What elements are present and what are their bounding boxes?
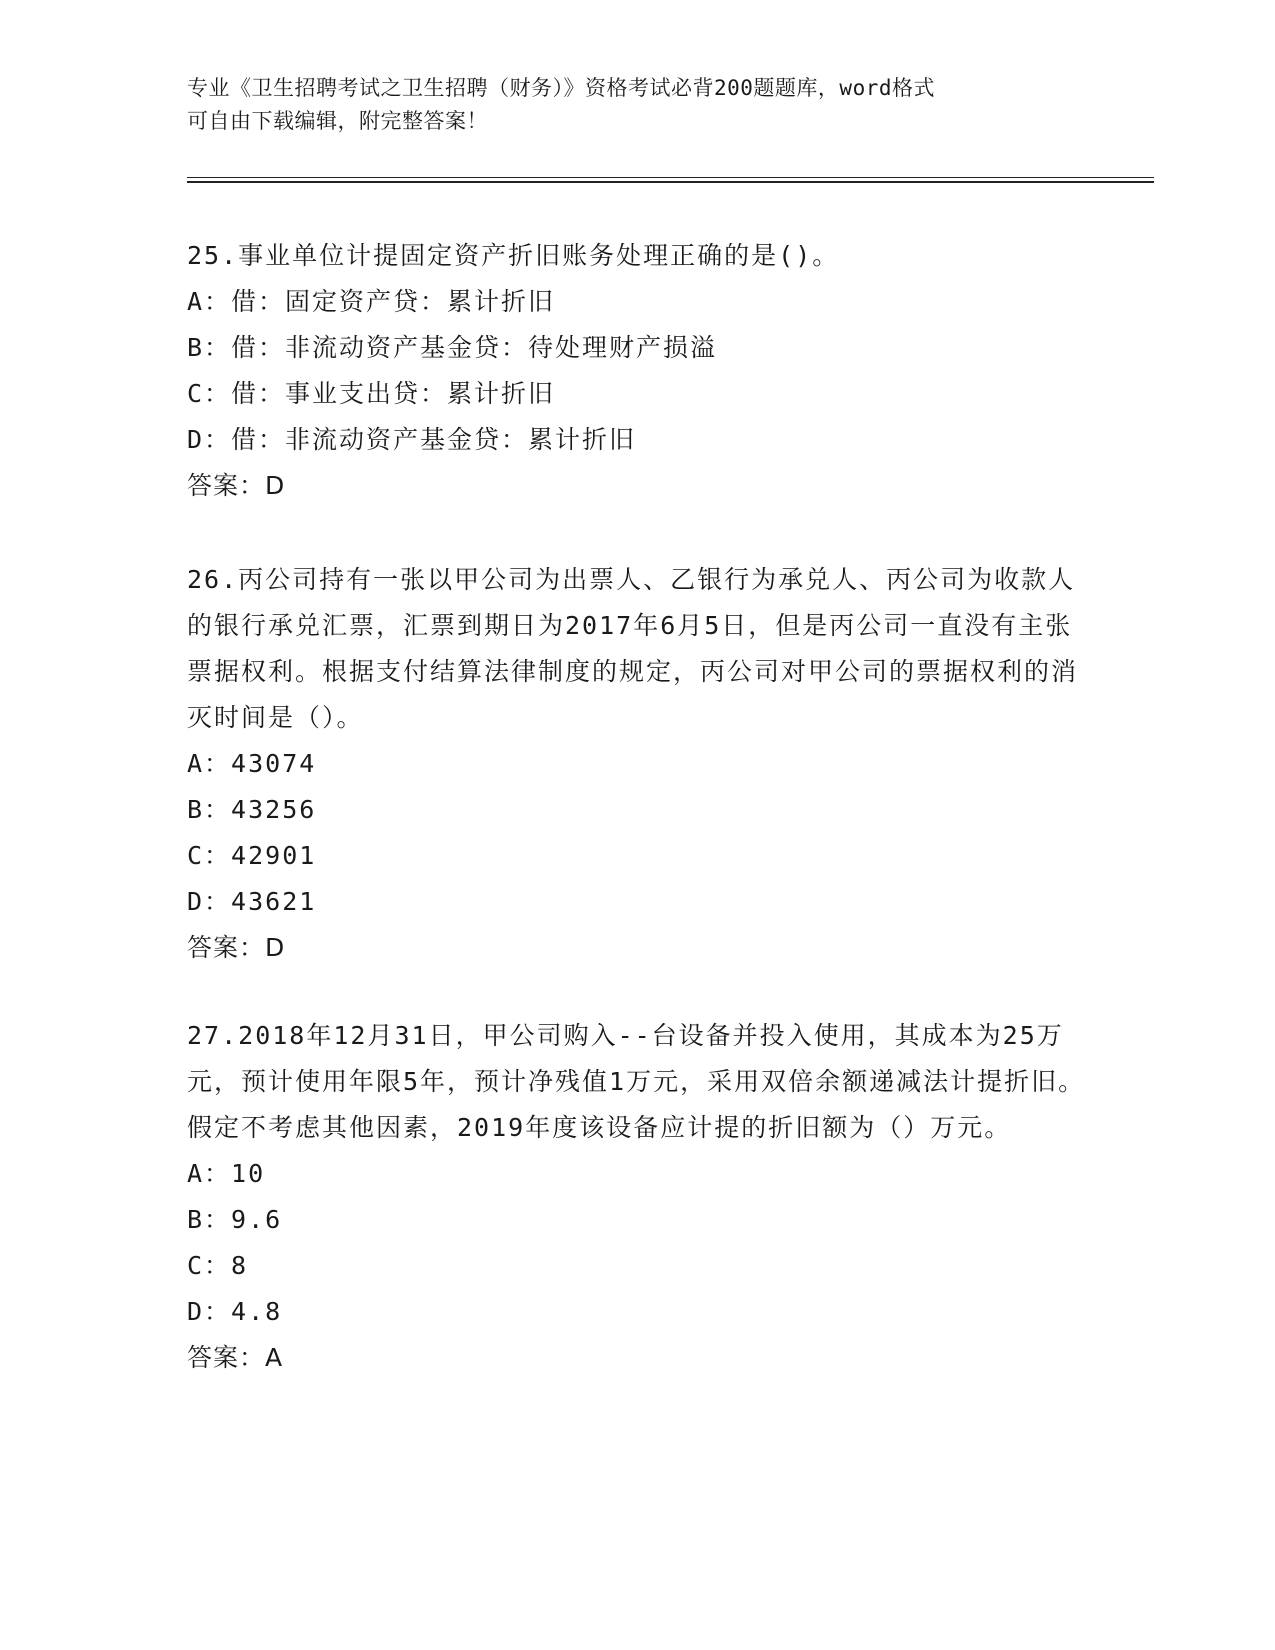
answer-label: 答案：A	[187, 1343, 284, 1372]
question-25	[187, 233, 1087, 509]
header-line-2: 可自由下载编辑，附完整答案！	[187, 109, 488, 133]
option-d: D：4.8	[187, 1297, 283, 1326]
question-text: 26.丙公司持有一张以甲公司为出票人、乙银行为承兑人、丙公司为收款人的银行承兑汇票，汇票到期日为2017年6月5日，但是丙公司一直没有主张票据权利。根据支付结算法律制度的规定，丙公司对甲公司的票据权利的消灭时间是（）。	[187, 565, 1079, 732]
option-b: B：43256	[187, 795, 317, 824]
question-27	[187, 1013, 1087, 1381]
header-divider-thin	[187, 177, 1154, 178]
answer-label: 答案：D	[187, 933, 286, 962]
answer-label: 答案：D	[187, 471, 286, 500]
option-c: C：8	[187, 1251, 249, 1280]
option-c: C：42901	[187, 841, 317, 870]
option-d: D：借：非流动资产基金贷：累计折旧	[187, 425, 637, 454]
option-a: A：10	[187, 1159, 266, 1188]
header-divider-thick	[187, 181, 1154, 183]
header-line-1: 专业《卫生招聘考试之卫生招聘（财务）》资格考试必背200题题库，word格式	[187, 76, 935, 100]
question-text: 25.事业单位计提固定资产折旧账务处理正确的是()。	[187, 241, 840, 270]
option-a: A：借：固定资产贷：累计折旧	[187, 287, 556, 316]
question-26	[187, 557, 1087, 971]
option-d: D：43621	[187, 887, 317, 916]
question-text: 27.2018年12月31日，甲公司购入--台设备并投入使用，其成本为25万元，预计使用年限5年，预计净残值1万元，采用双倍余额递减法计提折旧。假定不考虑其他因素，2019年度该设备应计提的折旧额为（）万元。	[187, 1021, 1086, 1142]
document-header	[187, 72, 1087, 138]
option-c: C：借：事业支出贷：累计折旧	[187, 379, 556, 408]
option-a: A：43074	[187, 749, 317, 778]
option-b: B：借：非流动资产基金贷：待处理财产损溢	[187, 333, 718, 362]
option-b: B：9.6	[187, 1205, 283, 1234]
